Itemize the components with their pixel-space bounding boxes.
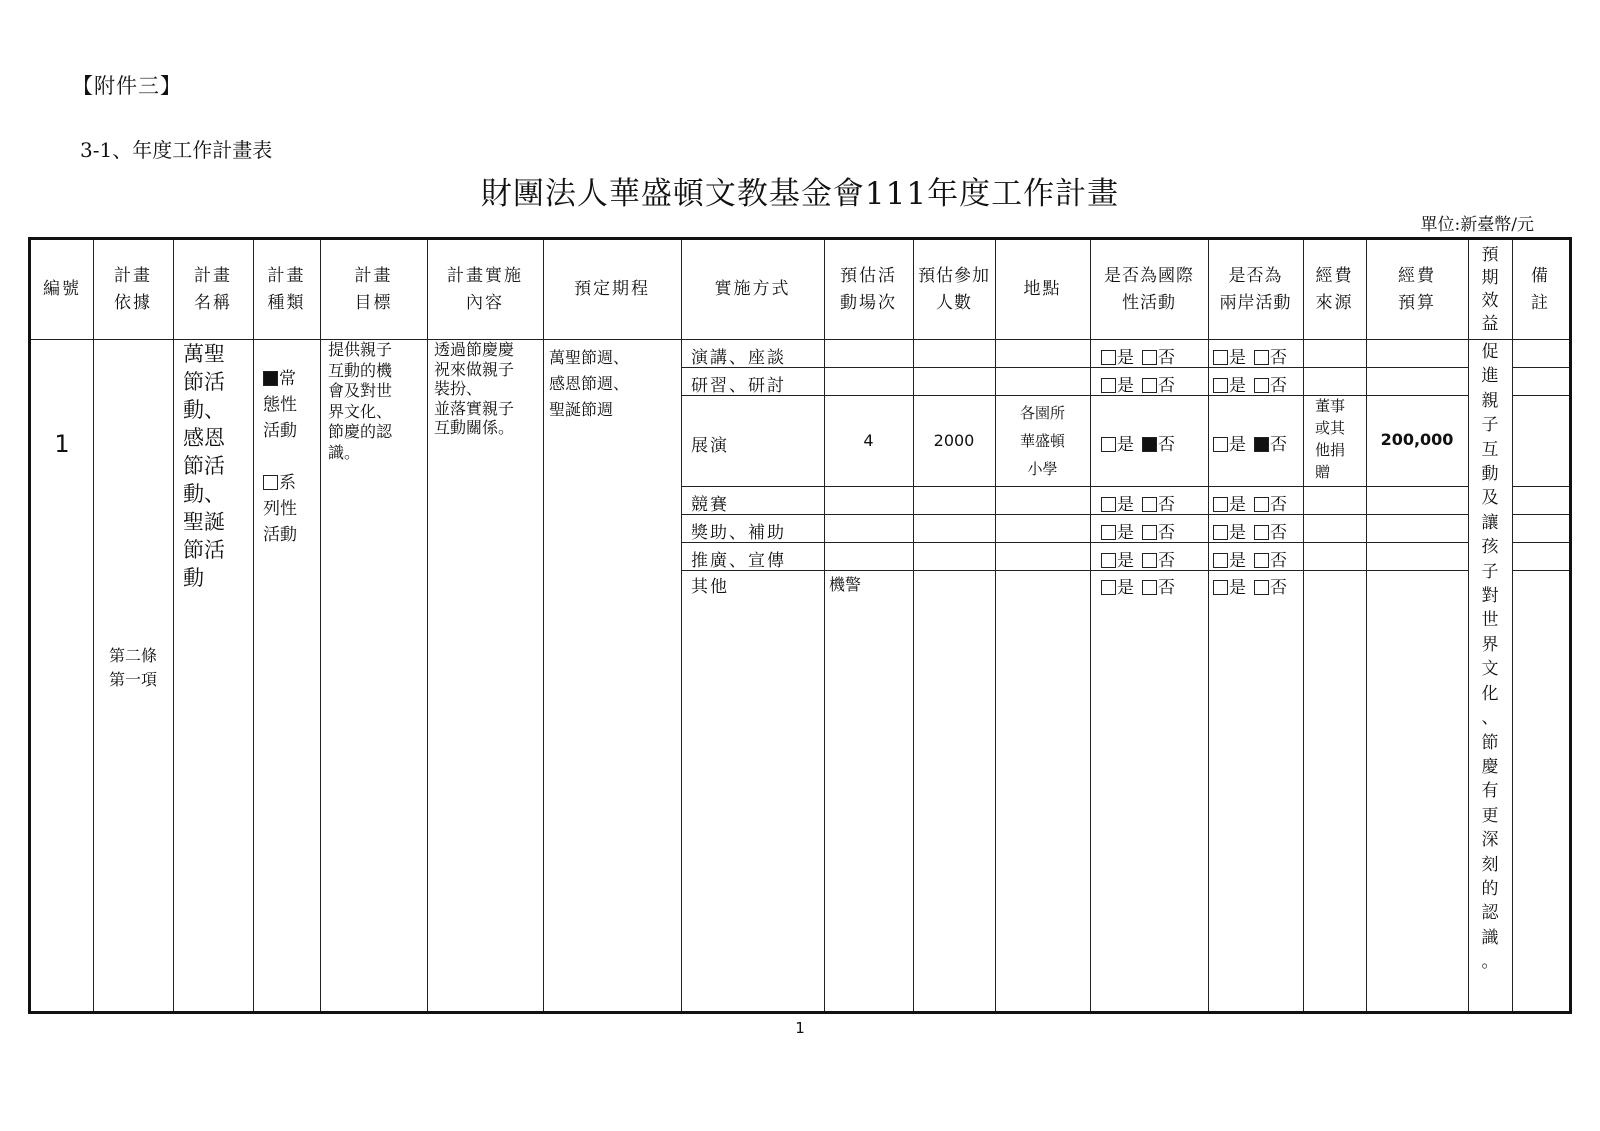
- series-type-checkbox[interactable]: [263, 475, 278, 490]
- international-yes-no: [1101, 343, 1175, 368]
- method-label: 展演: [691, 435, 729, 456]
- yes-label: 是: [1229, 347, 1246, 368]
- yes-label: 是: [1229, 578, 1246, 598]
- method-label: 推廣、宣傳: [691, 551, 786, 571]
- yes-label: 是: [1117, 578, 1134, 598]
- international-yes-no: [1101, 430, 1175, 455]
- cross-strait-yes-checkbox[interactable]: [1213, 350, 1228, 365]
- cross-strait-no-checkbox[interactable]: [1254, 350, 1269, 365]
- yes-label: 是: [1117, 522, 1134, 543]
- cross-strait-yes-no: [1213, 546, 1287, 571]
- header-remarks: 備 註: [1531, 265, 1550, 313]
- no-label: 否: [1270, 375, 1287, 396]
- page-number: 1: [795, 1019, 805, 1037]
- no-label: 否: [1158, 522, 1175, 543]
- international-no-checkbox[interactable]: [1142, 497, 1157, 512]
- no-label: 否: [1158, 375, 1175, 396]
- row-number: 1: [54, 430, 70, 458]
- cross-strait-yes-checkbox[interactable]: [1213, 525, 1228, 540]
- row-plan-name: 萬聖 節活 動、 感恩 節活 動、 聖誕 節活 動: [183, 342, 225, 590]
- cross-strait-yes-checkbox[interactable]: [1213, 378, 1228, 393]
- method-label: 演講、座談: [691, 348, 786, 368]
- type-regular-option: 常 態性 活動: [263, 369, 297, 441]
- international-yes-checkbox[interactable]: [1101, 437, 1116, 452]
- header-international: 是否為國際 性活動: [1104, 265, 1194, 313]
- header-basis: 計畫 依據: [114, 265, 152, 313]
- yes-label: 是: [1229, 494, 1246, 515]
- yes-label: 是: [1117, 435, 1134, 455]
- header-fund-source: 經費 來源: [1315, 265, 1354, 313]
- international-no-checkbox[interactable]: [1142, 525, 1157, 540]
- no-label: 否: [1158, 550, 1175, 571]
- no-label: 否: [1158, 347, 1175, 368]
- international-yes-checkbox[interactable]: [1101, 580, 1116, 595]
- header-content: 計畫實施 內容: [447, 265, 523, 313]
- cross-strait-yes-checkbox[interactable]: [1213, 553, 1228, 568]
- page-title: 財團法人華盛頓文教基金會111年度工作計畫: [480, 176, 1120, 212]
- method-sessions: 4: [863, 430, 874, 450]
- international-yes-no: [1101, 518, 1175, 543]
- international-yes-no: [1101, 490, 1175, 515]
- row-schedule: 萬聖節週、 感恩節週、 聖誕節週: [549, 348, 630, 419]
- no-label: 否: [1270, 578, 1287, 598]
- cross-strait-yes-no: [1213, 343, 1287, 368]
- cross-strait-yes-no: [1213, 371, 1287, 396]
- header-schedule: 預定期程: [574, 279, 650, 299]
- method-participants: 2000: [933, 430, 975, 450]
- international-yes-no: [1101, 573, 1175, 598]
- header-cross-strait: 是否為 兩岸活動: [1219, 265, 1292, 313]
- method-location: 各園所 華盛頓 小學: [1019, 404, 1065, 478]
- row-basis: 第二條 第一項: [108, 646, 157, 689]
- cross-strait-yes-no: [1213, 430, 1287, 455]
- no-label: 否: [1270, 435, 1287, 455]
- cross-strait-yes-no: [1213, 490, 1287, 515]
- attachment-label: 【附件三】: [72, 74, 182, 98]
- yes-label: 是: [1117, 550, 1134, 571]
- type-series-option: 系 列性 活動: [263, 473, 297, 545]
- work-plan-table: [28, 237, 1572, 1014]
- row-fund-source: 董事 或其 他捐 贈: [1315, 397, 1346, 481]
- method-label: 競賽: [691, 495, 729, 515]
- header-location: 地點: [1023, 279, 1062, 299]
- header-benefit: 預 期 效 益: [1481, 244, 1499, 334]
- row-budget: 200,000: [1380, 430, 1454, 449]
- international-no-checkbox[interactable]: [1142, 350, 1157, 365]
- method-sessions: 機警: [829, 575, 862, 594]
- no-label: 否: [1270, 550, 1287, 571]
- international-no-checkbox[interactable]: [1142, 437, 1157, 452]
- yes-label: 是: [1229, 375, 1246, 396]
- header-method: 實施方式: [714, 279, 791, 299]
- header-budget: 經費 預算: [1398, 265, 1436, 313]
- no-label: 否: [1158, 494, 1175, 515]
- no-label: 否: [1270, 522, 1287, 543]
- no-label: 否: [1158, 578, 1175, 598]
- international-yes-checkbox[interactable]: [1101, 378, 1116, 393]
- international-yes-checkbox[interactable]: [1101, 350, 1116, 365]
- header-participants: 預估參加 人數: [918, 265, 990, 313]
- yes-label: 是: [1117, 375, 1134, 396]
- cross-strait-yes-no: [1213, 573, 1287, 598]
- cross-strait-no-checkbox[interactable]: [1254, 580, 1269, 595]
- method-label: 研習、研討: [691, 376, 786, 396]
- international-yes-checkbox[interactable]: [1101, 525, 1116, 540]
- yes-label: 是: [1229, 522, 1246, 543]
- cross-strait-yes-checkbox[interactable]: [1213, 497, 1228, 512]
- regular-type-checkbox[interactable]: [263, 371, 278, 386]
- cross-strait-yes-checkbox[interactable]: [1213, 437, 1228, 452]
- cross-strait-yes-checkbox[interactable]: [1213, 580, 1228, 595]
- unit-note: 單位:新臺幣/元: [1420, 215, 1534, 235]
- row-goal: 提供親子 互動的機 會及對世 界文化、 節慶的認 識。: [328, 340, 393, 462]
- header-sessions: 預估活 動場次: [840, 265, 897, 313]
- international-yes-no: [1101, 371, 1175, 396]
- international-yes-checkbox[interactable]: [1101, 497, 1116, 512]
- yes-label: 是: [1117, 494, 1134, 515]
- section-title: 3-1、年度工作計畫表: [80, 138, 273, 162]
- cross-strait-no-checkbox[interactable]: [1254, 553, 1269, 568]
- no-label: 否: [1270, 347, 1287, 368]
- international-no-checkbox[interactable]: [1142, 378, 1157, 393]
- header-name: 計畫 名稱: [194, 265, 232, 313]
- cross-strait-no-checkbox[interactable]: [1254, 378, 1269, 393]
- cross-strait-no-checkbox[interactable]: [1254, 525, 1269, 540]
- international-no-checkbox[interactable]: [1142, 553, 1157, 568]
- method-label: 獎助、補助: [691, 523, 786, 543]
- method-label: 其他: [691, 577, 729, 597]
- cross-strait-yes-no: [1213, 518, 1287, 543]
- yes-label: 是: [1229, 435, 1246, 455]
- yes-label: 是: [1117, 347, 1134, 368]
- cross-strait-no-checkbox[interactable]: [1254, 497, 1269, 512]
- international-no-checkbox[interactable]: [1142, 580, 1157, 595]
- yes-label: 是: [1229, 550, 1246, 571]
- header-type: 計畫 種類: [267, 265, 306, 313]
- cross-strait-no-checkbox[interactable]: [1254, 437, 1269, 452]
- international-yes-no: [1101, 546, 1175, 571]
- header-number: 編號: [43, 279, 81, 299]
- no-label: 否: [1270, 494, 1287, 515]
- header-goal: 計畫 目標: [354, 265, 393, 313]
- no-label: 否: [1158, 435, 1175, 455]
- row-expected-benefit: 促 進 親 子 互 動 及 讓 孩 子 對 世 界 文 化 、 節 慶 有 更 深 刻 的 認 識 。: [1481, 342, 1499, 973]
- international-yes-checkbox[interactable]: [1101, 553, 1116, 568]
- row-content: 透過節慶慶 祝來做親子 裝扮、 並落實親子 互動關係。: [434, 340, 515, 437]
